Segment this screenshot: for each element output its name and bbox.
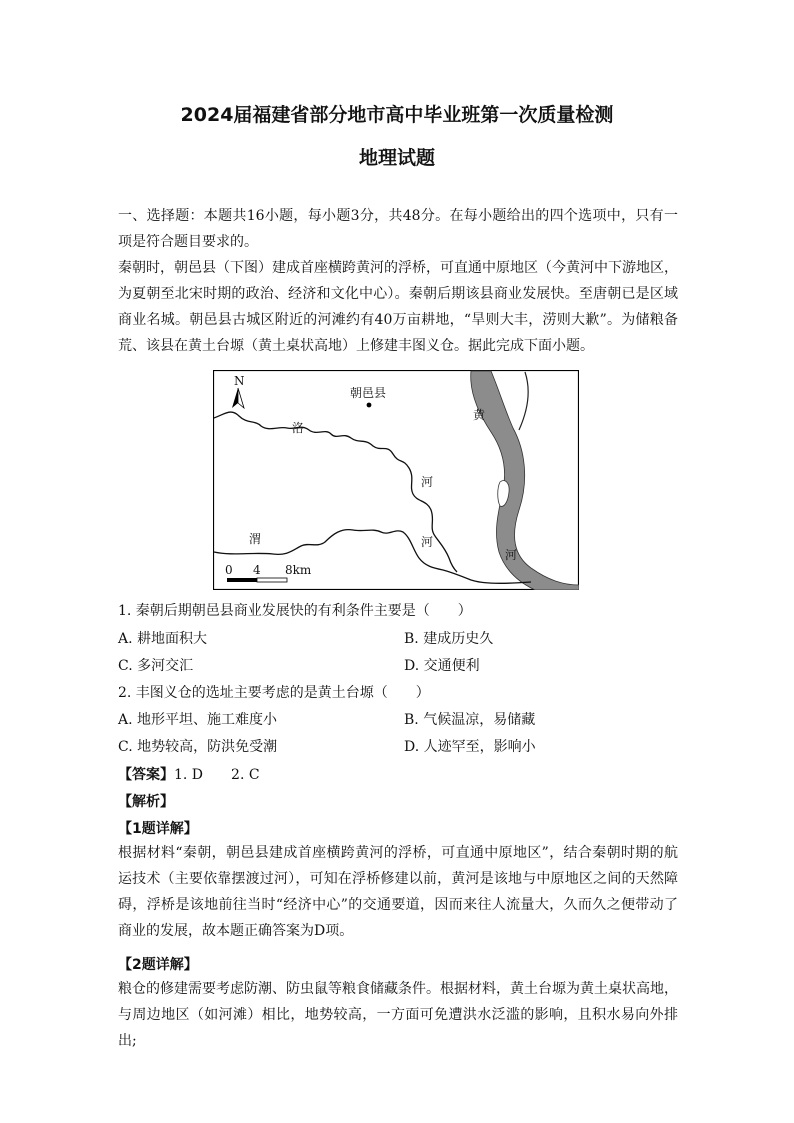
- wei-label-1: 渭: [249, 532, 262, 546]
- material-paragraph: 秦朝时，朝邑县（下图）建成首座横跨黄河的浮桥，可直通中原地区（今黄河中下游地区，为夏朝至北宋时期的政治、经济和文化中心）。秦朝后期该县商业发展快。至唐朝已是区域商业名城。朝邑县古城区附近的河滩约有40万亩耕地，“旱则大丰，涝则大歉”。为储粮备荒、该县在黄土台塬（黄土桌状高地）上修建丰图义仓。据此完成下面小题。: [118, 260, 678, 354]
- luo-label-2: 河: [421, 475, 434, 489]
- q2-option-b: B. 气候温凉，易储藏: [404, 712, 536, 728]
- question-1-stem: 1. 秦朝后期朝邑县商业发展快的有利条件主要是（ ）: [118, 603, 472, 619]
- scale-bar: [227, 578, 287, 582]
- county-label: 朝邑县: [350, 386, 387, 400]
- wei-label-2: 河: [421, 535, 434, 549]
- q1-option-d: D. 交通便利: [404, 658, 480, 674]
- scale-8: 8km: [285, 563, 312, 577]
- q1-detail-text: 根据材料“秦朝，朝邑县建成首座横跨黄河的浮桥，可直通中原地区”，结合秦朝时期的航运技术（主要依靠摆渡过河），可知在浮桥修建以前，黄河是该地与中原地区之间的天然障碍，浮桥是该地前往当时“经济中心”的交通要道，因而来往人流量大，久而久之便带动了商业的发展，故本题正确答案为D项。: [118, 845, 678, 939]
- q1-option-a: A. 耕地面积大: [118, 631, 208, 647]
- section-instructions: 一、选择题：本题共16小题，每小题3分，共48分。在每小题给出的四个选项中，只有一项是符合题目要求的。: [118, 208, 678, 250]
- scale-4: 4: [253, 563, 261, 577]
- exam-subtitle: 地理试题: [358, 147, 435, 169]
- analysis-label: 【解析】: [118, 794, 174, 810]
- q1-detail-label: 【1题详解】: [118, 821, 198, 837]
- answer-text: 1. D 2. C: [174, 767, 260, 783]
- luo-label-1: 洛: [292, 421, 305, 435]
- q2-option-c: C. 地势较高，防洪免受潮: [118, 739, 278, 755]
- huang-label-2: 河: [505, 548, 518, 562]
- county-dot: [367, 403, 372, 408]
- exam-title: 2024届福建省部分地市高中毕业班第一次质量检测: [180, 104, 614, 126]
- q2-option-a: A. 地形平坦、施工难度小: [118, 712, 278, 728]
- q2-option-d: D. 人迹罕至，影响小: [404, 739, 536, 755]
- huang-label-1: 黄: [473, 408, 486, 422]
- q2-detail-text: 粮仓的修建需要考虑防潮、防虫鼠等粮食储藏条件。根据材料，黄土台塬为黄土桌状高地，与周边地区（如河滩）相比，地势较高，一方面可免遭洪水泛滥的影响，且积水易向外排出;: [118, 981, 678, 1049]
- q1-option-c: C. 多河交汇: [118, 658, 194, 674]
- question-2-stem: 2. 丰图义仓的选址主要考虑的是黄土台塬（ ）: [118, 685, 430, 701]
- q1-option-b: B. 建成历史久: [404, 631, 494, 647]
- q2-detail-label: 【2题详解】: [118, 957, 198, 973]
- north-label: N: [234, 374, 245, 388]
- answer-label: 【答案】: [118, 767, 174, 783]
- answer-line: [118, 764, 260, 784]
- map-figure: [213, 370, 579, 590]
- scale-0: 0: [225, 563, 233, 577]
